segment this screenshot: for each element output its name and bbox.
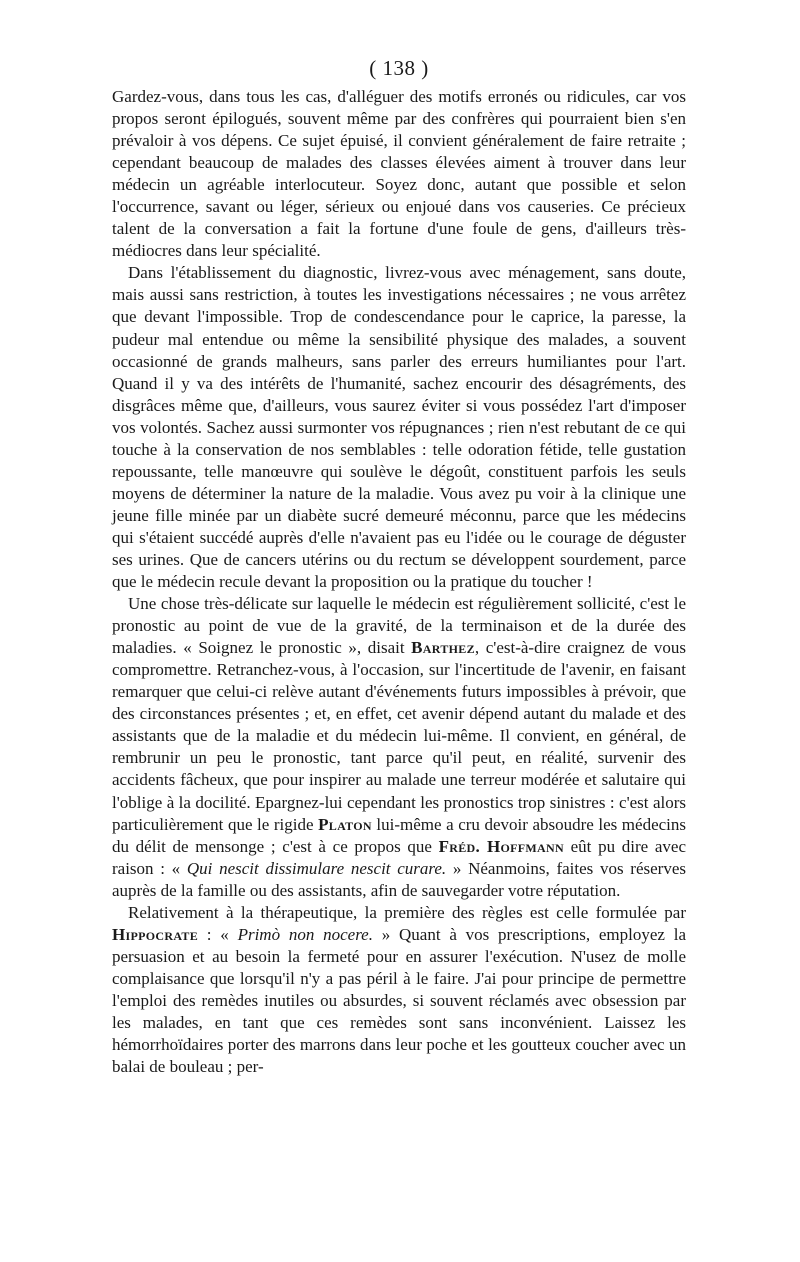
text-run: Gardez-vous, dans tous les cas, d'alléguer des motifs erronés ou ridicules, car vos propos seront épilogués, souvent même par des confrères qui pourraient bien s'en prévaloir à vos dépens. Ce sujet épuisé, il convient généralement de faire retraite ; cependant beaucoup de malades des classes élevées aiment à trouver dans leur médecin un agréable interlocuteur. Soyez donc, autant que possible et selon l'occurrence, savant ou léger, sérieux ou enjoué dans vos causeries. Ce précieux talent de la conversation a fait la fortune d'une foule de gens, d'ailleurs très-médiocres dans leur spécialité. bbox=[112, 87, 686, 261]
text-run: Une chose très-délicate sur laquelle le médecin est régulièrement sollicité, c'est le pronostic au point de vue de la gravité, de la terminaison et de la durée des maladies. « Soignez le pronostic », disait bbox=[112, 594, 686, 658]
text-run: eût pu dire avec raison : « bbox=[112, 836, 686, 878]
text-run: , c'est-à-dire craignez de vous compromettre. Retranchez-vous, à l'occasion, sur l'incertitude de l'avenir, en faisant remarquer que celui-ci relève autant d'événements futurs impossibles à prévoir, que des circonstances présentes ; et, en effet, cet avenir dépend autant du malade et des assistants que de la maladie et du médecin lui-même. Il convient, en général, de rembrunir un peu le pronostic, tant parce qu'il peut, en réalité, survenir des accidents fâcheux, que pour inspirer au malade une terreur modérée et salutaire qui l'oblige à la docilité. Epargnez-lui cependant les pronostics trop sinistres : c'est alors particulièrement que le rigide bbox=[112, 638, 686, 834]
text-run: Dans l'établissement du diagnostic, livrez-vous avec ménagement, sans doute, mais aussi sans restriction, à toutes les investigations nécessaires ; ne vous arrêtez que devant l'impossible. Trop de condescendance pour le caprice, la paresse, la pudeur mal entendue ou même la sensibilité physique des malades, a souvent occasionné de grands malheurs, sans parler des erreurs humiliantes pour l'art. Quand il y va des intérêts de l'humanité, sachez encourir des désagréments, des disgrâces même que, d'ailleurs, vous saurez éviter si vous possédez l'art d'imposer vos volontés. Sachez aussi surmonter vos répugnances ; rien n'est rebutant de ce qui touche à la conservation de nos semblables : telle odoration fétide, telle gustation repoussante, telle manœuvre qui soulève le dégoût, constituent parfois les seuls moyens de déterminer la nature de la maladie. Vous avez pu voir à la clinique une jeune fille minée par un diabète sucré demeuré méconnu, parce que les médecins qui s'étaient succédé auprès d'elle n'avaient pas eu l'idée ou le courage de déguster ses urines. Que de cancers utérins ou du rectum se développent sourdement, parce que le médecin recule devant la proposition ou la pratique du toucher ! bbox=[112, 263, 686, 592]
author-name: Hippocrate bbox=[112, 924, 199, 944]
author-name: Platon bbox=[318, 814, 372, 834]
book-page bbox=[112, 54, 686, 1078]
body-text bbox=[112, 86, 686, 1078]
author-name: Fréd. Hoffmann bbox=[438, 836, 564, 856]
paragraph bbox=[112, 262, 686, 593]
latin-quote: Primò non nocere. bbox=[237, 924, 373, 944]
latin-quote: Qui nescit dissimulare nescit curare. bbox=[186, 858, 447, 878]
page-number: ( 138 ) bbox=[369, 56, 429, 80]
text-run: lui-même a cru devoir absoudre les médecins du délit de mensonge ; c'est à ce propos que bbox=[112, 814, 686, 856]
paragraph bbox=[112, 86, 686, 262]
author-name: Barthez bbox=[411, 638, 475, 658]
text-run: » Néanmoins, faites vos réserves auprès de la famille ou des assistants, afin de sauvegarder votre réputation. bbox=[112, 858, 686, 900]
text-run: : « bbox=[198, 924, 238, 944]
text-run: Relativement à la thérapeutique, la première des règles est celle formulée par bbox=[128, 902, 686, 922]
paragraph bbox=[112, 593, 686, 902]
text-run: » Quant à vos prescriptions, employez la persuasion et au besoin la fermeté pour en assurer l'exécution. N'usez de molle complaisance que lorsqu'il n'y a pas péril à le faire. J'ai pour principe de permettre l'emploi des remèdes inutiles ou absurdes, si souvent réclamés avec obsession par les malades, en tant que ces remèdes sont sans inconvénient. Laissez les hémorrhoïdaires porter des marrons dans leur poche et les goutteux coucher avec un balai de bouleau ; per- bbox=[112, 924, 687, 1077]
paragraph bbox=[112, 902, 686, 1078]
